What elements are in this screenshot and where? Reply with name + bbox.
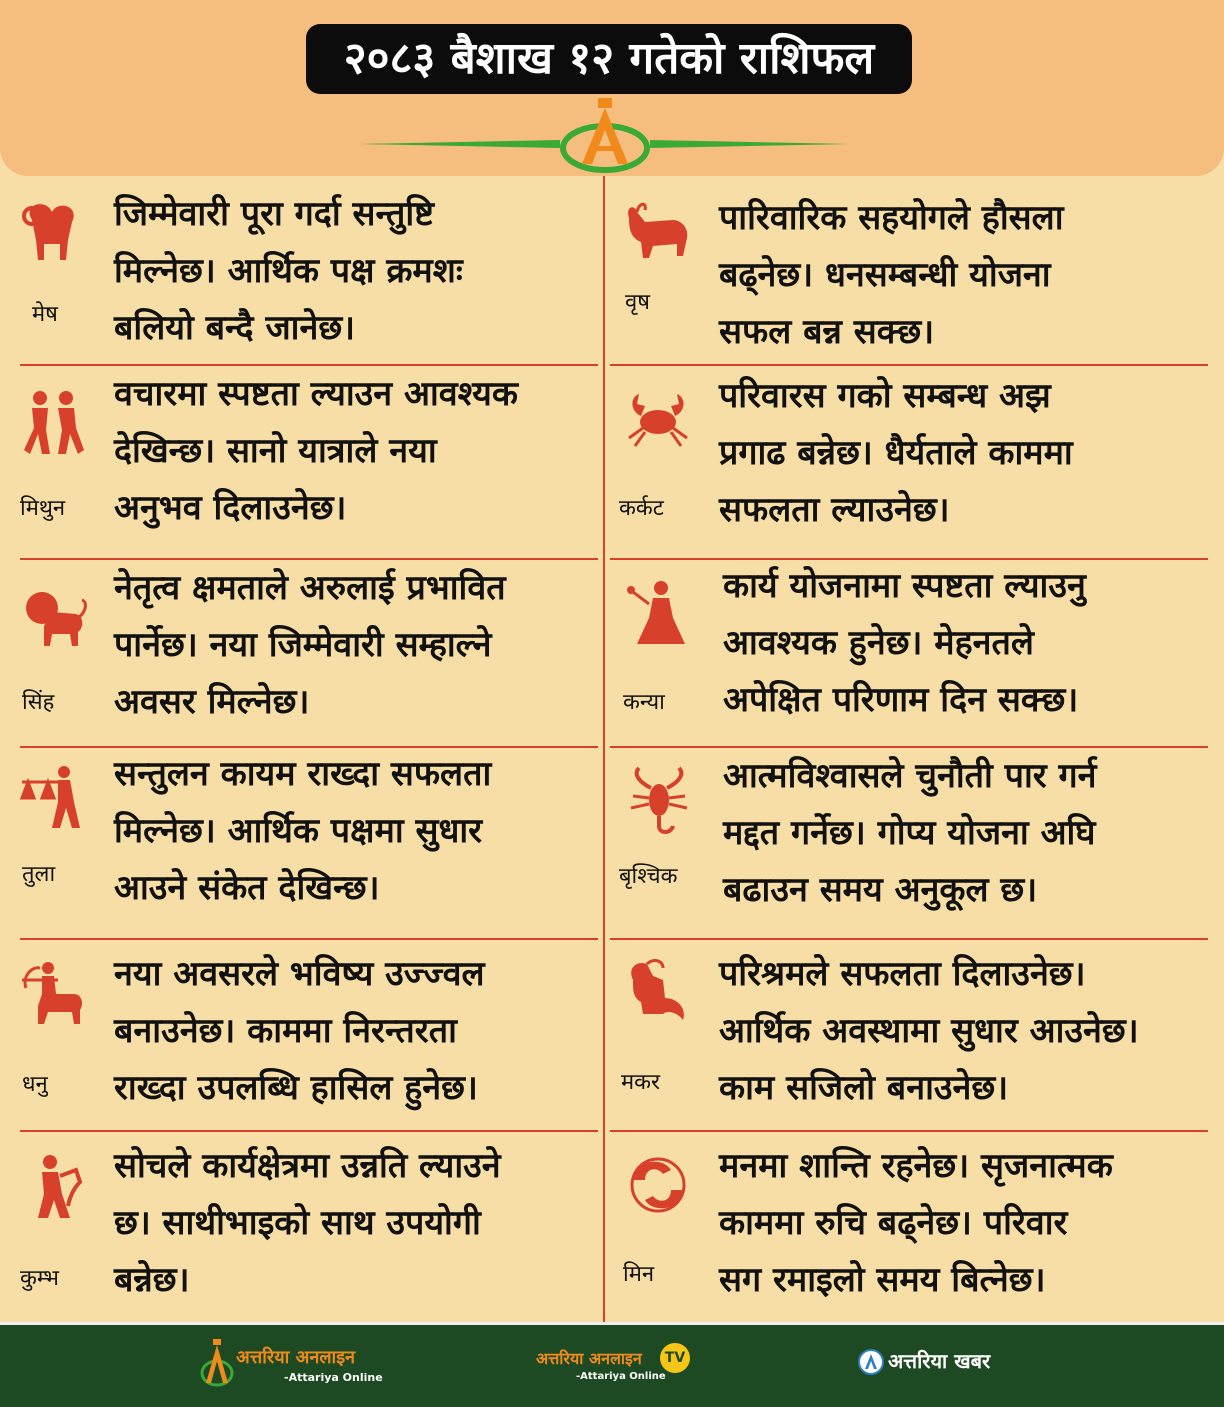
rashifal-line: मनमा शान्ति रहनेछ। सृजनात्मक — [719, 1146, 1113, 1186]
sign-name: बृश्चिक — [619, 864, 678, 889]
attariya-online-logo-icon — [200, 1339, 234, 1389]
rashifal-line: परिवारस गको सम्बन्ध अझ — [719, 376, 1051, 416]
gemini-twins-icon — [18, 388, 88, 458]
sign-name: मकर — [621, 1070, 661, 1095]
rashifal-line: मद्दत गर्नेछ। गोप्य योजना अघि — [723, 813, 1096, 853]
brand-name: अत्तरिया अनलाइन — [236, 1347, 356, 1368]
attariya-logo-icon — [360, 96, 850, 174]
sign-card-kanya — [605, 560, 1224, 750]
rashifal-line: मिल्नेछ। आर्थिक पक्षमा सुधार — [114, 811, 483, 851]
sign-card-mithun — [0, 366, 603, 556]
aquarius-water-bearer-icon — [18, 1152, 88, 1222]
rashifal-line: राख्दा उपलब्धि हासिल हुनेछ। — [114, 1068, 478, 1108]
sign-name: मिथुन — [20, 496, 66, 521]
pisces-fish-icon — [623, 1150, 693, 1220]
rashifal-line: बलियो बन्दै जानेछ। — [114, 308, 356, 348]
rashifal-line: काममा रुचि बढ्नेछ। परिवार — [719, 1203, 1068, 1243]
sagittarius-archer-icon — [18, 960, 88, 1030]
scorpio-scorpion-icon — [623, 766, 693, 836]
page-title: २०८३ बैशाख १२ गतेको राशिफल — [306, 24, 912, 94]
footer-brand-attariya-online[interactable] — [200, 1339, 400, 1395]
sign-card-brishchik — [605, 748, 1224, 938]
rashifal-line: आर्थिक अवस्थामा सुधार आउनेछ। — [719, 1011, 1139, 1051]
rashifal-line: सन्तुलन कायम राख्दा सफलता — [114, 754, 492, 794]
sign-card-kumbha — [0, 1132, 603, 1322]
rashifal-line: प्रगाढ बन्नेछ। धैर्यताले काममा — [719, 433, 1073, 473]
rashifal-line: नया अवसरले भविष्य उज्ज्वल — [114, 954, 485, 994]
rashifal-line: जिम्मेवारी पूरा गर्दा सन्तुष्टि — [114, 194, 434, 234]
rashifal-line: परिश्रमले सफलता दिलाउनेछ। — [719, 954, 1086, 994]
sign-name: वृष — [625, 290, 650, 315]
rashifal-line: छ। साथीभाइको साथ उपयोगी — [114, 1203, 481, 1243]
sign-name: मिन — [623, 1262, 655, 1287]
sign-name: कन्या — [623, 690, 665, 715]
header-banner — [0, 0, 1224, 176]
rashifal-line: देखिन्छ। सानो यात्राले नया — [114, 431, 437, 471]
rashifal-line: पारिवारिक सहयोगले हौसला — [719, 198, 1064, 238]
tv-badge-icon: TV — [660, 1343, 690, 1373]
rashifal-line: सोचले कार्यक्षेत्रमा उन्नति ल्याउने — [114, 1146, 501, 1186]
rashifal-line: सग रमाइलो समय बित्नेछ। — [719, 1260, 1046, 1300]
sign-name: कर्कट — [619, 496, 664, 521]
rashifal-line: आत्मविश्वासले चुनौती पार गर्न — [723, 756, 1097, 796]
rashifal-line: बढाउन समय अनुकूल छ। — [723, 870, 1038, 910]
footer-bar — [0, 1322, 1224, 1407]
brand-subtitle: -Attariya Online — [576, 1371, 666, 1382]
rashifal-line: अपेक्षित परिणाम दिन सक्छ। — [723, 680, 1079, 720]
cancer-crab-icon — [623, 384, 693, 454]
capricorn-goat-icon — [623, 958, 693, 1028]
libra-scales-icon — [18, 764, 88, 834]
sign-name: कुम्भ — [20, 1266, 59, 1291]
virgo-maiden-icon — [623, 578, 693, 648]
rashifal-line: नेतृत्व क्षमताले अरुलाई प्रभावित — [114, 568, 506, 608]
brand-subtitle: -Attariya Online — [284, 1371, 383, 1384]
sign-card-vrish — [605, 176, 1224, 366]
rashifal-line: अवसर मिल्नेछ। — [114, 682, 310, 722]
footer-brand-attariya-khabar[interactable] — [858, 1339, 998, 1395]
rashifal-line: मिल्नेछ। आर्थिक पक्ष क्रमशः — [114, 251, 463, 291]
footer-brand-attariya-online-tv[interactable] — [536, 1339, 696, 1395]
sign-card-dhanu — [0, 940, 603, 1130]
rashifal-line: काम सजिलो बनाउनेछ। — [719, 1068, 1009, 1108]
rashifal-line: आवश्यक हुनेछ। मेहनतले — [723, 623, 1034, 663]
rashifal-line: बढ्नेछ। धनसम्बन्धी योजना — [719, 255, 1051, 295]
sign-name: मेष — [32, 302, 58, 327]
sign-name: धनु — [22, 1072, 48, 1097]
rashifal-line: बन्नेछ। — [114, 1260, 190, 1300]
rashifal-line: आउने संकेत देखिन्छ। — [114, 868, 380, 908]
rashifal-line: सफलता ल्याउनेछ। — [719, 490, 950, 530]
sign-card-mesh — [0, 176, 603, 366]
sign-card-min — [605, 1132, 1224, 1322]
sign-card-singh — [0, 560, 603, 750]
sign-card-karkat — [605, 366, 1224, 556]
rashifal-line: पार्नेछ। नया जिम्मेवारी सम्हाल्ने — [114, 625, 492, 665]
brand-name: अत्तरिया अनलाइन — [536, 1349, 642, 1368]
rashifal-line: सफल बन्न सक्छ। — [719, 312, 935, 352]
taurus-bull-icon — [623, 198, 693, 268]
sign-name: सिंह — [22, 690, 55, 715]
rashifal-line: बनाउनेछ। काममा निरन्तरता — [114, 1011, 457, 1051]
rashifal-line: कार्य योजनामा स्पष्टता ल्याउनु — [723, 566, 1086, 606]
sign-name: तुला — [22, 862, 56, 887]
rashifal-grid — [0, 176, 1224, 1322]
brand-name: अत्तरिया खबर — [888, 1349, 991, 1373]
rashifal-line: अनुभव दिलाउनेछ। — [114, 488, 347, 528]
leo-lion-icon — [18, 582, 88, 652]
rashifal-line: वचारमा स्पष्टता ल्याउन आवश्यक — [114, 374, 518, 414]
attariya-khabar-logo-icon — [858, 1349, 884, 1375]
aries-ram-icon — [18, 196, 88, 266]
sign-card-makar — [605, 940, 1224, 1130]
sign-card-tula — [0, 748, 603, 938]
